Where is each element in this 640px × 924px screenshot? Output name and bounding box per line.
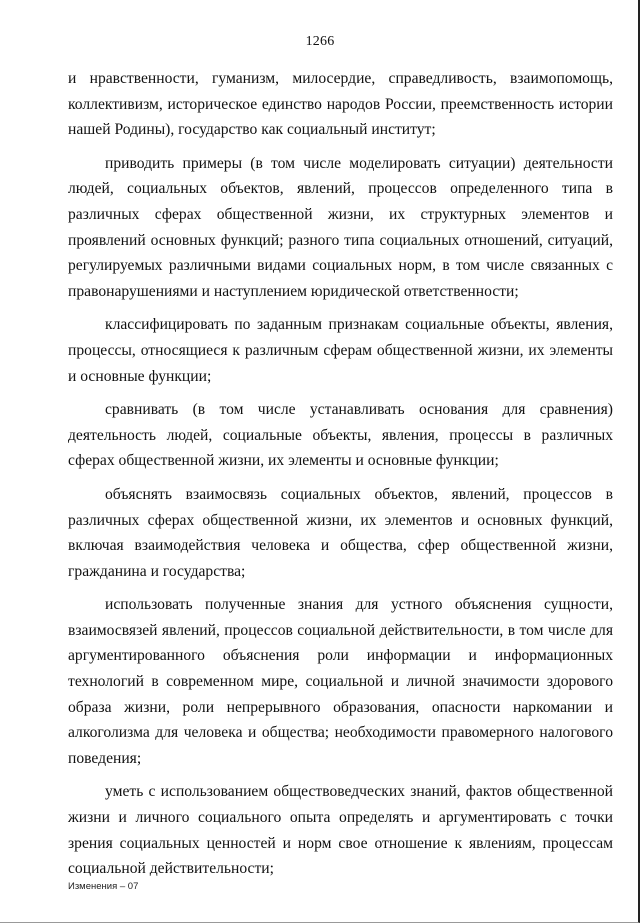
paragraph-use-knowledge: использовать полученные знания для устного объяснения сущности, взаимосвязей явлений, процессов социальной действительности, в том числе для аргументированного объяснения роли информации и информационных технологий в современном мире, социальной и личной значимости здорового образа жизни, роли непрерывного образования, опасности наркомании и алкоголизма для человека и общества; необходимости правомерного налогового поведения; — [68, 596, 613, 767]
paragraph-explain: объяснять взаимосвязь социальных объектов, явлений, процессов в различных сферах общественной жизни, их элементов и основных функций, включая взаимодействия человека и общества, сфер общественной жизни, гражданина и государства; — [68, 485, 613, 580]
paragraph-compare: сравнивать (в том числе устанавливать основания для сравнения) деятельность людей, социальные объекты, явления, процессы в различных сферах общественной жизни, их элементы и основные функции; — [68, 401, 613, 470]
document-body — [68, 66, 613, 882]
paragraph-examples: приводить примеры (в том числе моделировать ситуации) деятельности людей, социальных объектов, явлений, процессов определенного типа в различных сферах общественной жизни, их структурных элементов и проявлений основных функций; разного типа социальных отношений, ситуаций, регулируемых различными видами социальных норм, в том числе связанных с правонарушениями и наступлением юридической ответственности; — [68, 154, 613, 300]
paragraph-classify: классифицировать по заданным признакам социальные объекты, явления, процессы, относящиеся к различным сферам общественной жизни, их элементы и основные функции; — [68, 316, 613, 385]
page-number: 1266 — [305, 34, 335, 49]
paragraph-continuation: и нравственности, гуманизм, милосердие, справедливость, взаимопомощь, коллективизм, историческое единство народов России, преемственность истории нашей Родины), государство как социальный институт; — [68, 70, 613, 139]
footer-revision-note: Изменения – 07 — [68, 881, 139, 892]
paragraph-argue: уметь с использованием обществоведческих знаний, фактов общественной жизни и личного социального опыта определять и аргументировать с точки зрения социальных ценностей и норм свое отношение к явлениям, процессам социальной действительности; — [68, 783, 613, 878]
